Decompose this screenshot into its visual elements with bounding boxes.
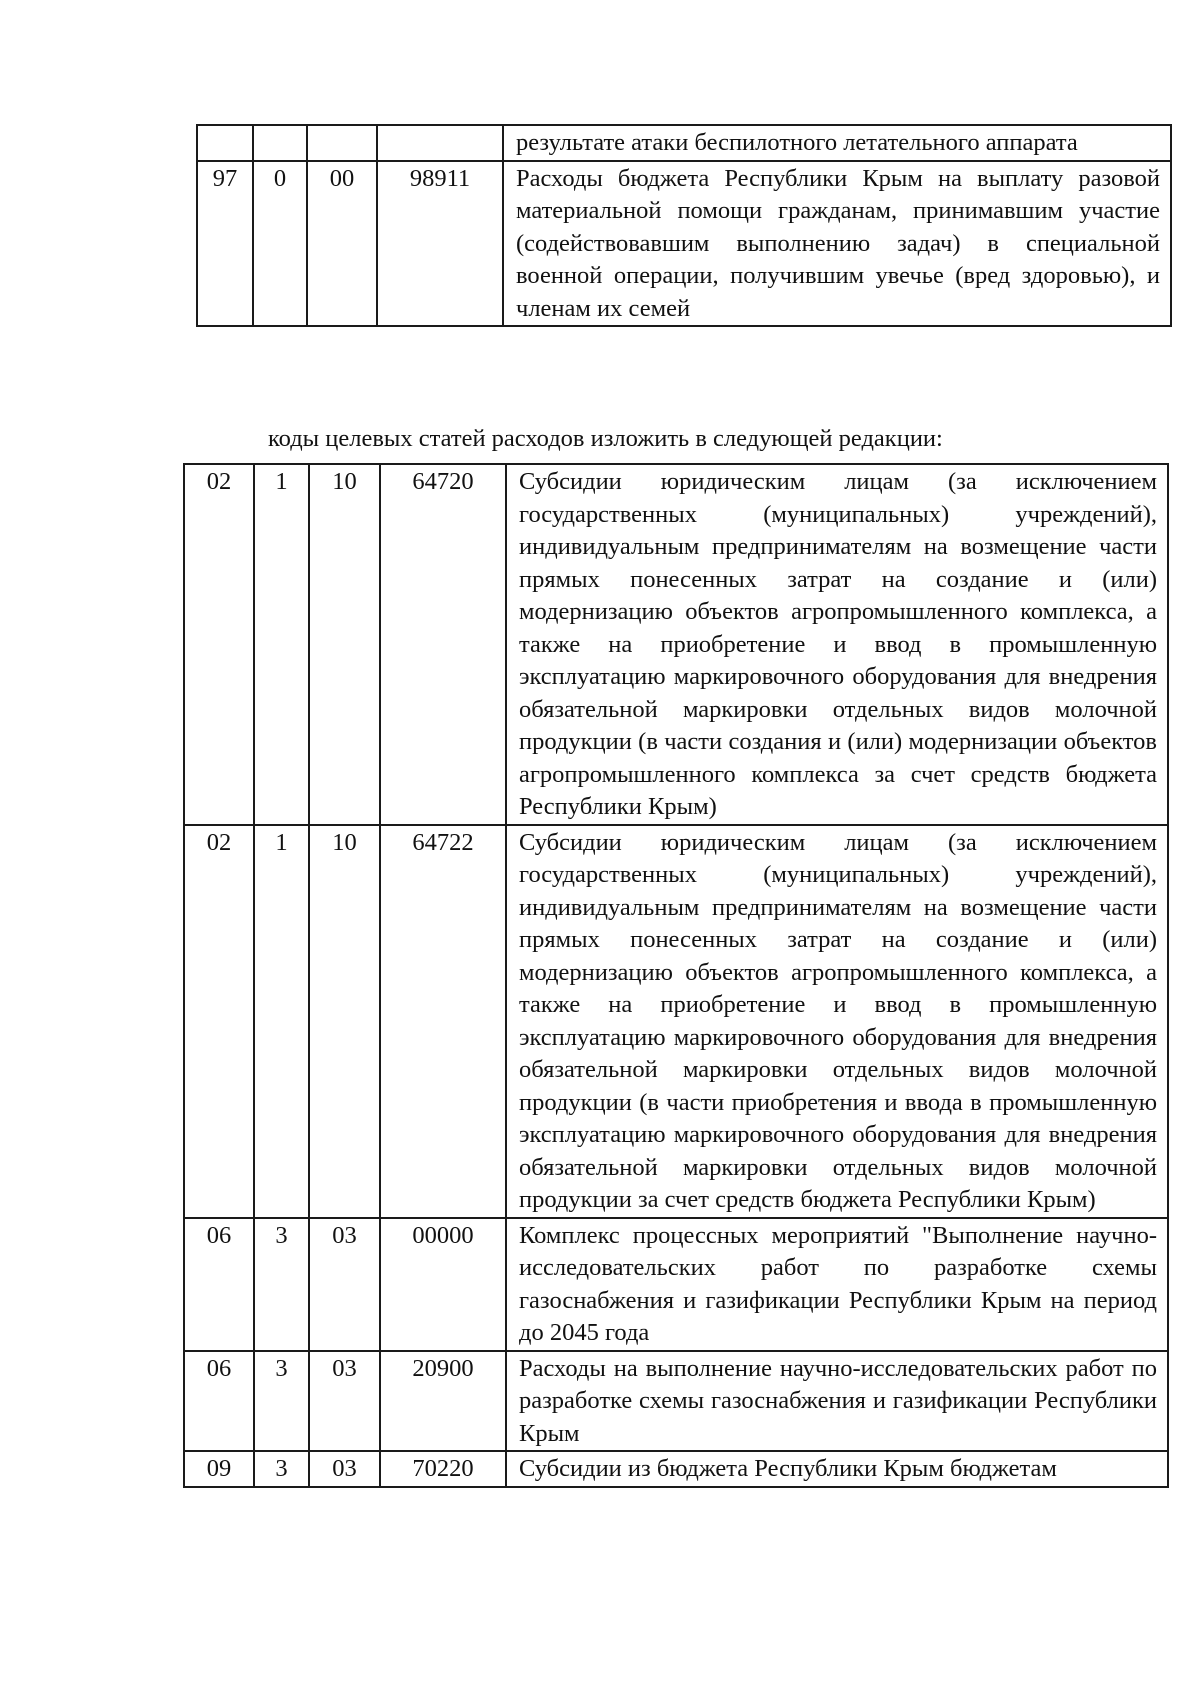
code-direction: 64720 (380, 464, 506, 825)
amendment-intro-text: коды целевых статей расходов изложить в следующей редакции: (268, 425, 943, 452)
table-row (184, 1218, 1168, 1351)
item-description: Комплекс процессных мероприятий "Выполнение научно-исследовательских работ по разработке схемы газоснабжения и газификации Республики Крым на период до 2045 года (506, 1218, 1168, 1351)
code-event: 03 (309, 1451, 380, 1487)
code-event: 10 (309, 825, 380, 1218)
code-event: 10 (309, 464, 380, 825)
code-program: 02 (184, 825, 254, 1218)
table-row (184, 1451, 1168, 1487)
item-description: Субсидии юридическим лицам (за исключением государственных (муниципальных) учреждений), индивидуальным предпринимателям на возмещение части прямых понесенных затрат на создание и (или) модернизацию объектов агропромышленного комплекса, а также на приобретение и ввод в промышленную эксплуатацию маркировочного оборудования для внедрения обязательной маркировки отдельных видов молочной продукции (в части приобретения и ввода в промышленную эксплуатацию маркировочного оборудования для внедрения обязательной маркировки отдельных видов молочной продукции за счет средств бюджета Республики Крым) (506, 825, 1168, 1218)
code-direction: 64722 (380, 825, 506, 1218)
top-code-table (196, 124, 1172, 327)
code-event: 03 (309, 1351, 380, 1452)
code-direction: 70220 (380, 1451, 506, 1487)
code-subprogram (253, 125, 307, 161)
table-row (197, 125, 1171, 161)
table-row (184, 825, 1168, 1218)
item-description: Субсидии юридическим лицам (за исключением государственных (муниципальных) учреждений), индивидуальным предпринимателям на возмещение части прямых понесенных затрат на создание и (или) модернизацию объектов агропромышленного комплекса, а также на приобретение и ввод в промышленную эксплуатацию маркировочного оборудования для внедрения обязательной маркировки отдельных видов молочной продукции (в части создания и (или) модернизации объектов агропромышленного комплекса за счет средств бюджета Республики Крым) (506, 464, 1168, 825)
code-program (197, 125, 253, 161)
code-program: 06 (184, 1218, 254, 1351)
item-description: Субсидии из бюджета Республики Крым бюджетам (506, 1451, 1168, 1487)
code-event: 03 (309, 1218, 380, 1351)
code-program: 06 (184, 1351, 254, 1452)
code-subprogram: 3 (254, 1351, 309, 1452)
table-row (197, 161, 1171, 327)
code-direction: 98911 (377, 161, 503, 327)
code-program: 97 (197, 161, 253, 327)
main-code-table (183, 463, 1169, 1488)
code-subprogram: 3 (254, 1451, 309, 1487)
table-row (184, 1351, 1168, 1452)
code-program: 09 (184, 1451, 254, 1487)
code-subprogram: 3 (254, 1218, 309, 1351)
code-program: 02 (184, 464, 254, 825)
code-direction: 00000 (380, 1218, 506, 1351)
item-description: результате атаки беспилотного летательного аппарата (503, 125, 1171, 161)
table-row (184, 464, 1168, 825)
code-event: 00 (307, 161, 377, 327)
code-subprogram: 1 (254, 464, 309, 825)
code-event (307, 125, 377, 161)
item-description: Расходы на выполнение научно-исследовательских работ по разработке схемы газоснабжения и газификации Республики Крым (506, 1351, 1168, 1452)
code-direction: 20900 (380, 1351, 506, 1452)
code-direction (377, 125, 503, 161)
item-description: Расходы бюджета Республики Крым на выплату разовой материальной помощи гражданам, принимавшим участие (содействовавшим выполнению задач) в специальной военной операции, получившим увечье (вред здоровью), и членам их семей (503, 161, 1171, 327)
code-subprogram: 0 (253, 161, 307, 327)
code-subprogram: 1 (254, 825, 309, 1218)
